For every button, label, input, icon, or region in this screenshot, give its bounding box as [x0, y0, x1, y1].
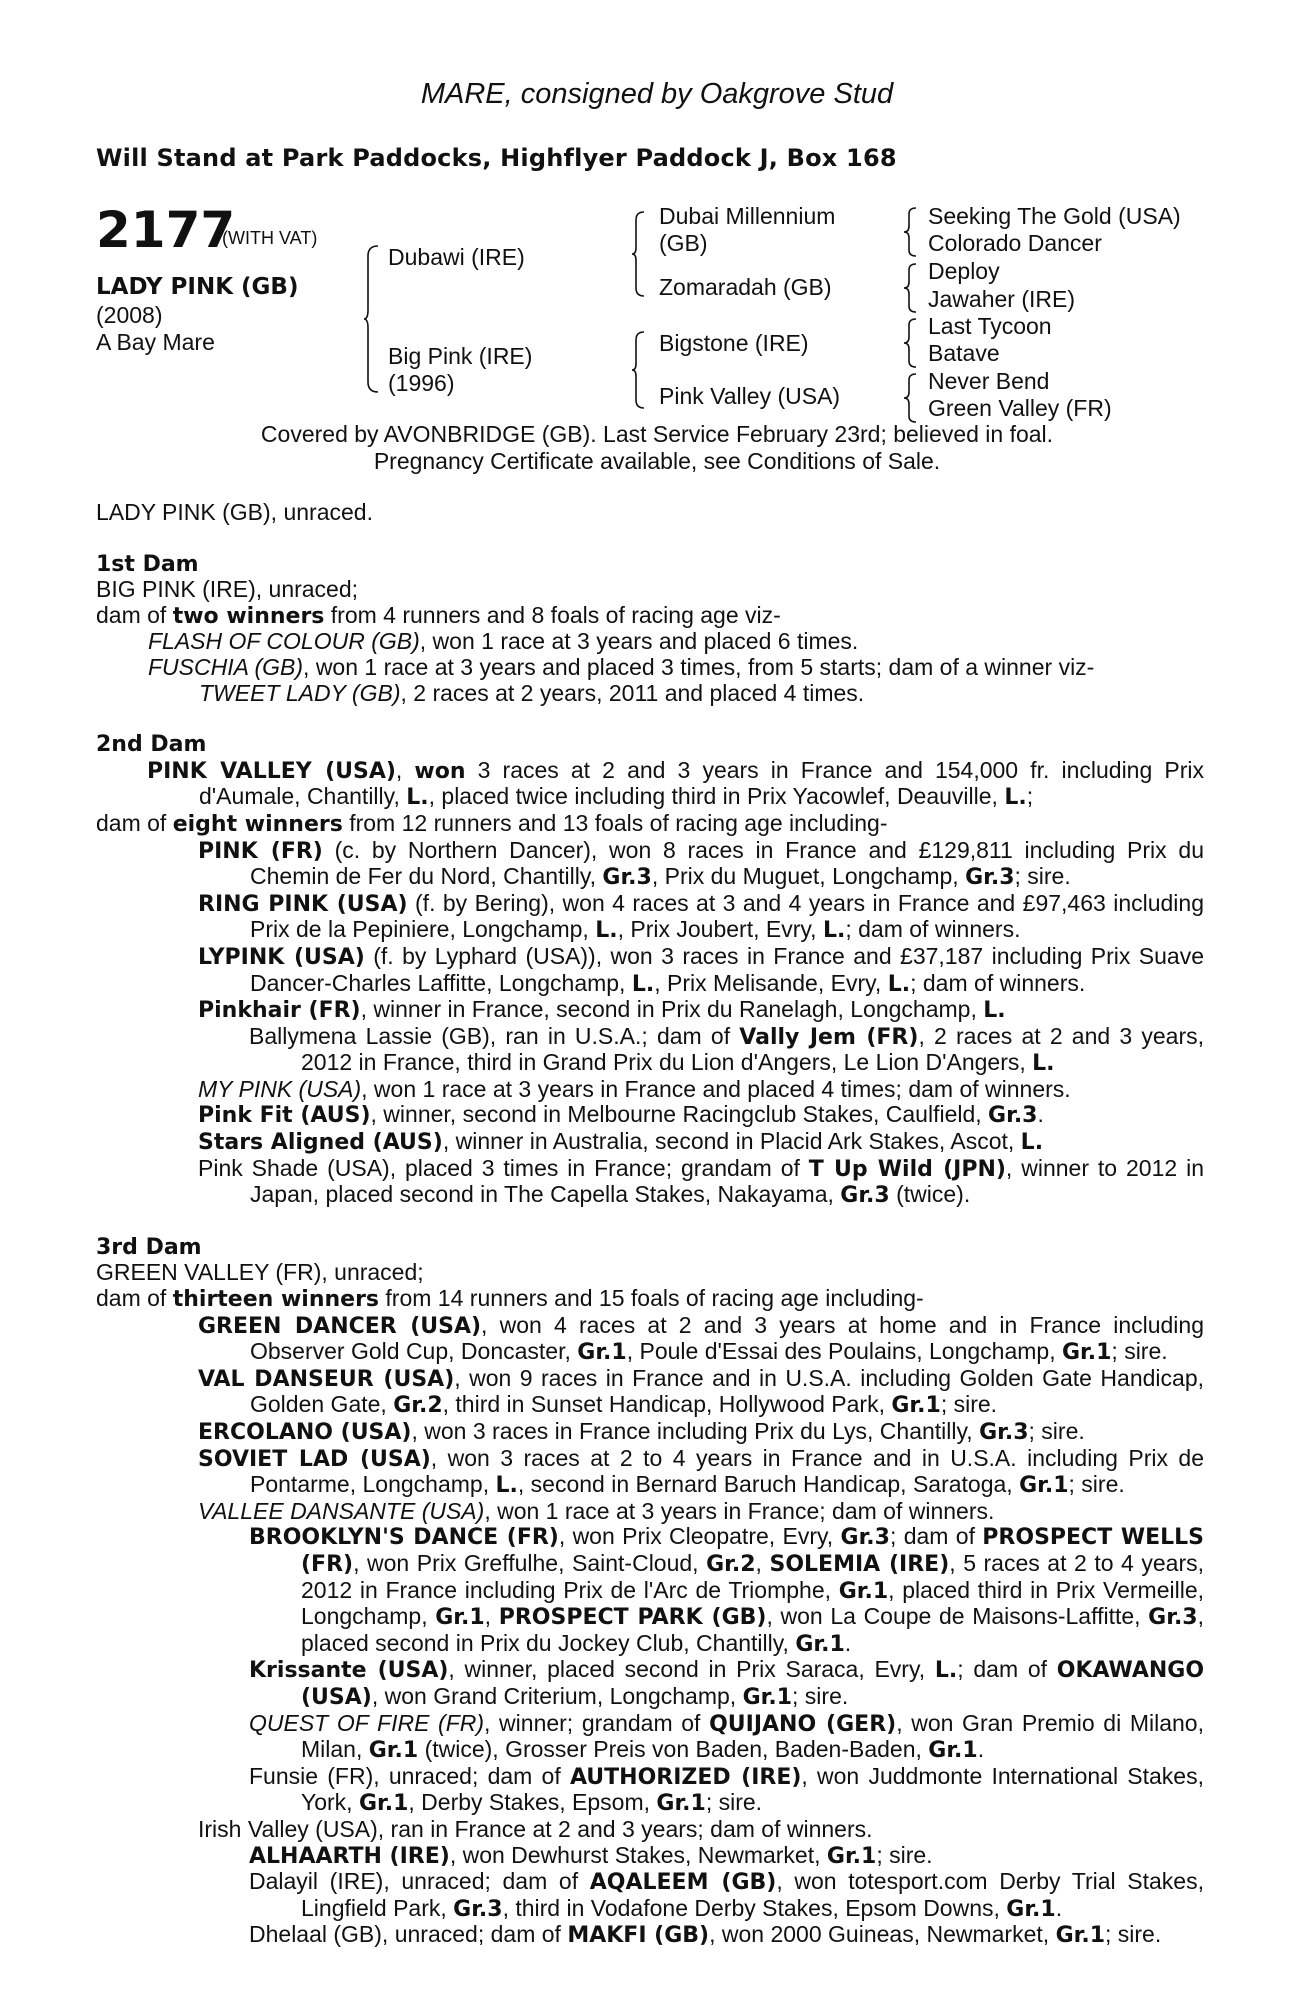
- pedigree-brace-dam: [632, 330, 648, 410]
- third-dam-entry: GREEN DANCER (USA), won 4 races at 2 and 3 years at home and in France including Observer Gold Cup, Doncaster, Gr.1, Poule d'Essai des Poulains, Longchamp, Gr.1; sire.: [198, 1311, 1204, 1366]
- lot-number: 2177: [96, 201, 236, 259]
- pedigree-brace-dd: [904, 372, 918, 424]
- stand-location: Will Stand at Park Paddocks, Highflyer Paddock J, Box 168: [96, 144, 897, 172]
- third-dam-entry: ALHAARTH (IRE), won Dewhurst Stakes, Newmarket, Gr.1; sire.: [249, 1841, 933, 1869]
- second-dam-entry: Pink Shade (USA), placed 3 times in France; grandam of T Up Wild (JPN), winner to 2012 in Japan, placed second in The Capella Stakes, Nakayama, Gr.3 (twice).: [198, 1154, 1204, 1209]
- pedigree-sire-sire: Dubai Millennium: [659, 203, 836, 229]
- first-dam-list: [96, 577, 1204, 706]
- third-dam-list: [96, 1260, 1204, 1948]
- second-dam-entry: PINK VALLEY (USA), won 3 races at 2 and 3 years in France and 154,000 fr. including Prix d'Aumale, Chantilly, L., placed twice including third in Prix Yacowlef, Deauville, L.;: [147, 756, 1204, 811]
- third-dam-heading: 3rd Dam: [96, 1234, 202, 1260]
- pedigree-dam: Big Pink (IRE): [388, 343, 533, 369]
- horse-description: A Bay Mare: [96, 329, 215, 355]
- third-dam-entry: ERCOLANO (USA), won 3 races in France including Prix du Lys, Chantilly, Gr.3; sire.: [198, 1418, 1085, 1445]
- third-dam-entry: GREEN VALLEY (FR), unraced;: [96, 1259, 424, 1286]
- covered-note: [0, 421, 1314, 475]
- catalogue-body: [96, 500, 1204, 1949]
- third-dam-entry: Funsie (FR), unraced; dam of AUTHORIZED (IRE), won Juddmonte International Stakes, York, Gr.1, Derby Stakes, Epsom, Gr.1; sire.: [249, 1762, 1204, 1817]
- third-dam-entry: SOVIET LAD (USA), won 3 races at 2 to 4 years in France and in U.S.A. including Prix de Pontarme, Longchamp, L., second in Bernard Baruch Handicap, Saratoga, Gr.1; sire.: [198, 1444, 1204, 1499]
- third-dam-entry: QUEST OF FIRE (FR), winner; grandam of QUIJANO (GER), won Gran Premio di Milano, Milan, Gr.1 (twice), Grosser Preis von Baden, Baden-Baden, Gr.1.: [249, 1709, 1204, 1764]
- first-dam-entry: dam of two winners from 4 runners and 8 foals of racing age viz-: [96, 601, 781, 629]
- pedigree-dsd: Batave: [928, 340, 1000, 366]
- first-dam-entry: FLASH OF COLOUR (GB), won 1 race at 3 years and placed 6 times.: [148, 628, 859, 655]
- second-dam-entry: LYPINK (USA) (f. by Lyphard (USA)), won 3 races in France and £37,187 including Prix Suave Dancer-Charles Laffitte, Longchamp, L., Prix Melisande, Evry, L.; dam of winners.: [198, 942, 1205, 997]
- second-dam-entry: RING PINK (USA) (f. by Bering), won 4 races at 3 and 4 years in France and £97,463 including Prix de la Pepiniere, Longchamp, L., Prix Joubert, Evry, L.; dam of winners.: [198, 889, 1204, 944]
- third-dam-entry: Krissante (USA), winner, placed second in Prix Saraca, Evry, L.; dam of OKAWANGO (USA), won Grand Criterium, Longchamp, Gr.1; sire.: [249, 1656, 1205, 1710]
- pedigree-ddd: Green Valley (FR): [928, 395, 1112, 421]
- pedigree-dam-sire: Bigstone (IRE): [659, 330, 809, 356]
- vat-note: (WITH VAT): [222, 228, 318, 248]
- pedigree-sds: Deploy: [928, 258, 1000, 284]
- second-dam-entry: Pink Fit (AUS), winner, second in Melbourne Racingclub Stakes, Caulfield, Gr.3.: [198, 1101, 1044, 1129]
- third-dam-entry: Dhelaal (GB), unraced; dam of MAKFI (GB), won 2000 Guineas, Newmarket, Gr.1; sire.: [249, 1921, 1162, 1949]
- second-dam-entry: Pinkhair (FR), winner in France, second in Prix du Ranelagh, Longchamp, L.: [198, 996, 1006, 1024]
- first-dam-entry: BIG PINK (IRE), unraced;: [96, 576, 359, 603]
- pedigree-brace-ds: [904, 317, 918, 369]
- pedigree-dam-year: (1996): [388, 370, 455, 396]
- second-dam-entry: PINK (FR) (c. by Northern Dancer), won 8 races in France and £129,811 including Prix du Chemin de Fer du Nord, Chantilly, Gr.3, Prix du Muguet, Longchamp, Gr.3; sire.: [198, 836, 1204, 891]
- third-dam-entry: BROOKLYN'S DANCE (FR), won Prix Cleopatre, Evry, Gr.3; dam of PROSPECT WELLS (FR), won Prix Greffulhe, Saint-Cloud, Gr.2, SOLEMIA (IRE), 5 races at 2 to 4 years, 2012 in France including Prix de l'Arc de Triomphe, Gr.1, placed third in Prix Vermeille, Longchamp, Gr.1, PROSPECT PARK (GB), won La Coupe de Maisons-Laffitte, Gr.3, placed second in Prix du Jockey Club, Chantilly, Gr.1.: [249, 1523, 1205, 1657]
- horse-name: LADY PINK (GB): [96, 274, 299, 300]
- second-dam-list: [96, 758, 1204, 1209]
- third-dam-entry: VAL DANSEUR (USA), won 9 races in France and in U.S.A. including Golden Gate Handicap, Golden Gate, Gr.2, third in Sunset Handicap, Hollywood Park, Gr.1; sire.: [198, 1364, 1205, 1419]
- pedigree-sire: Dubawi (IRE): [388, 244, 525, 270]
- pedigree-brace-main: [364, 244, 384, 394]
- pedigree-brace-sire: [632, 210, 648, 298]
- consignment-heading: MARE, consigned by Oakgrove Stud: [420, 78, 894, 110]
- first-dam-entry: TWEET LADY (GB), 2 races at 2 years, 2011 and placed 4 times.: [199, 679, 865, 706]
- second-dam-heading: 2nd Dam: [96, 732, 207, 758]
- third-dam-entry: Irish Valley (USA), ran in France at 2 and 3 years; dam of winners.: [198, 1815, 873, 1842]
- first-dam-heading: 1st Dam: [96, 551, 199, 577]
- third-dam-entry: Dalayil (IRE), unraced; dam of AQALEEM (GB), won totesport.com Derby Trial Stakes, Lingfield Park, Gr.3, third in Vodafone Derby Stakes, Epsom Downs, Gr.1.: [249, 1868, 1204, 1922]
- pedigree-dam-dam: Pink Valley (USA): [659, 383, 841, 409]
- second-dam-entry: Stars Aligned (AUS), winner in Australia, second in Placid Ark Stakes, Ascot, L.: [198, 1128, 1044, 1156]
- intro-line: LADY PINK (GB), unraced.: [96, 499, 373, 525]
- pedigree-brace-ss: [904, 206, 918, 258]
- horse-year: (2008): [96, 302, 163, 328]
- pedigree-sire-dam: Zomaradah (GB): [659, 274, 832, 300]
- pedigree-sire-sire-country: (GB): [659, 230, 708, 256]
- covered-line-2: Pregnancy Certificate available, see Conditions of Sale.: [373, 448, 941, 474]
- second-dam-entry: Ballymena Lassie (GB), ran in U.S.A.; dam of Vally Jem (FR), 2 races at 2 and 3 years, 2012 in France, third in Grand Prix du Lion d'Angers, Le Lion D'Angers, L.: [249, 1022, 1204, 1077]
- pedigree-dds: Never Bend: [928, 368, 1050, 394]
- covered-line-1: Covered by AVONBRIDGE (GB). Last Service February 23rd; believed in foal.: [260, 421, 1054, 447]
- third-dam-entry: dam of thirteen winners from 14 runners and 15 foals of racing age including-: [96, 1285, 924, 1313]
- second-dam-entry: dam of eight winners from 12 runners and 13 foals of racing age including-: [96, 809, 888, 837]
- pedigree-dss: Last Tycoon: [928, 313, 1052, 339]
- second-dam-entry: MY PINK (USA), won 1 race at 3 years in France and placed 4 times; dam of winners.: [198, 1075, 1071, 1102]
- pedigree-ssd: Colorado Dancer: [928, 230, 1102, 256]
- third-dam-entry: VALLEE DANSANTE (USA), won 1 race at 3 years in France; dam of winners.: [198, 1497, 995, 1524]
- pedigree-brace-sd: [904, 262, 918, 314]
- pedigree-sss: Seeking The Gold (USA): [928, 203, 1181, 229]
- first-dam-entry: FUSCHIA (GB), won 1 race at 3 years and placed 3 times, from 5 starts; dam of a winner viz-: [148, 653, 1095, 680]
- pedigree-sdd: Jawaher (IRE): [928, 286, 1075, 312]
